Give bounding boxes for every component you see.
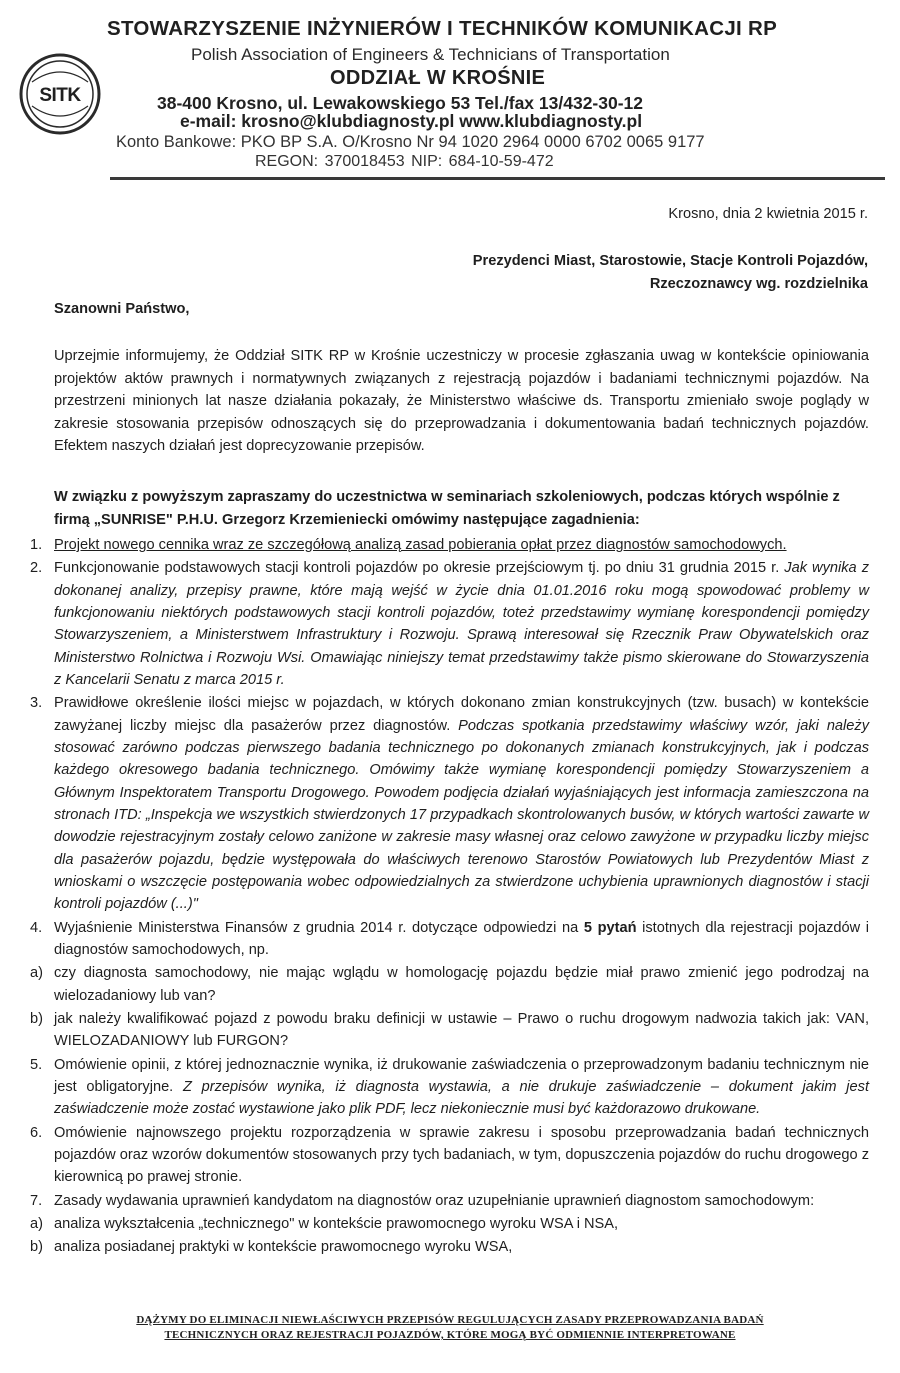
- item-text: czy diagnosta samochodowy, nie mając wglądu w homologację pojazdu będzie miał prawo zmienić jego podrodzaj na wielozadaniowy lub van?: [54, 965, 869, 1004]
- agenda-item-5: [24, 1054, 869, 1121]
- item-number: 3.: [30, 695, 43, 712]
- org-name-en: Polish Association of Engineers & Technicians of Transportation: [191, 45, 670, 64]
- invitation-paragraph: W związku z powyższym zapraszamy do uczestnictwa w seminariach szkoleniowych, podczas których wspólnie z firmą „SUNRISE" P.H.U. Grzegorz Krzemieniecki omówimy następujące zagadnienia:: [54, 489, 840, 528]
- agenda-item-2: [24, 557, 869, 691]
- agenda-item-6: [24, 1122, 869, 1189]
- bank-account: Konto Bankowe: PKO BP S.A. O/Krosno Nr 94 1020 2964 0000 6702 0065 9177: [116, 133, 705, 151]
- item-number: b): [30, 1239, 43, 1256]
- sitk-logo: [18, 52, 102, 136]
- addressee-block: [473, 250, 868, 296]
- item-number: 4.: [30, 919, 43, 936]
- agenda-item-4: [24, 917, 869, 962]
- agenda-item-3: [24, 692, 869, 915]
- branch-name: ODDZIAŁ W KROŚNIE: [330, 67, 546, 89]
- svg-text:SITK: SITK: [39, 85, 81, 106]
- item-lead: Wyjaśnienie Ministerstwa Finansów z grudnia 2014 r. dotyczące odpowiedzi na: [54, 919, 584, 936]
- item-number: 2.: [30, 560, 43, 577]
- item-italic: Z przepisów wynika, iż diagnosta wystawia, a nie drukuje zaświadczenie – dokument jakim jest zaświadczenie może zostać wystawione jako plik PDF, lecz niekoniecznie musi być każdorazowo drukowane.: [54, 1078, 870, 1118]
- agenda-subitem-7a: [24, 1213, 869, 1235]
- item-lead: Prawidłowe określenie ilości miejsc w pojazdach, w których dokonano zmian konstrukcyjnych (tzw. busach) w kontekście zawyżanej liczby miejsc dla pasażerów przez diagnostów.: [54, 695, 869, 734]
- footer-line-2: TECHNICZNYCH ORAZ REJESTRACJI POJAZDÓW, KTÓRE MOGĄ BYĆ ODMIENNIE INTERPRETOWANE: [164, 1328, 736, 1341]
- item-lead: Funkcjonowanie podstawowych stacji kontroli pojazdów po okresie przejściowym tj. po dniu 31 grudnia 2015 r.: [54, 560, 780, 577]
- intro-paragraph: Uprzejmie informujemy, że Oddział SITK RP w Krośnie uczestniczy w procesie zgłaszania uwag w kontekście opiniowania projektów aktów prawnych i normatywnych związanych z rejestracją pojazdów i badaniami technicznymi pojazdów. Na przestrzeni minionych lat nasze działania pokazały, że Ministerstwo właściwe ds. Transportu zmieniało swoje poglądy w zakresie stosowania przepisów odnoszących się do przeprowadzania i dokumentowania badań technicznych pojazdów. Efektem naszych działań jest doprecyzowanie przepisów.: [54, 348, 869, 455]
- letter-date: Krosno, dnia 2 kwietnia 2015 r.: [668, 206, 868, 222]
- org-name-pl: STOWARZYSZENIE INŻYNIERÓW I TECHNIKÓW KOMUNIKACJI RP: [107, 17, 778, 40]
- item-number: a): [30, 1215, 43, 1232]
- agenda-item-1: [24, 534, 869, 556]
- item-text: [54, 557, 869, 691]
- item-text: [54, 1054, 869, 1121]
- item-rest: istotnych dla rejestracji pojazdów i diagnostów samochodowych, np.: [54, 919, 870, 958]
- addressee-line-2: Rzeczoznawcy wg. rozdzielnika: [649, 276, 868, 293]
- item-number: 6.: [30, 1124, 43, 1141]
- item-text: Omówienie najnowszego projektu rozporządzenia w sprawie zakresu i sposobu przeprowadzania badań technicznych pojazdów oraz wzorów dokumentów stosowanych przy tych badaniach, w tym, dopuszczenia pojazdów do ruchu drogowego z kierownicą po prawej stronie.: [54, 1124, 869, 1186]
- salutation: Szanowni Państwo,: [54, 301, 190, 317]
- item-number: 7.: [30, 1192, 43, 1209]
- regon-nip: REGON: 370018453 NIP: 684-10-59-472: [255, 153, 554, 170]
- branch-address: 38-400 Krosno, ul. Lewakowskiego 53 Tel./fax 13/432-30-12: [157, 93, 644, 113]
- agenda-item-7: [24, 1190, 869, 1212]
- item-text: [54, 692, 869, 915]
- item-number: 1.: [30, 537, 43, 553]
- item-text: analiza wykształcenia „technicznego" w kontekście prawomocnego wyroku WSA i NSA,: [54, 1215, 619, 1232]
- item-text: [54, 917, 869, 962]
- footer-line-1: DĄŻYMY DO ELIMINACJI NIEWŁAŚCIWYCH PRZEPISÓW REGULUJĄCYCH ZASADY PRZEPROWADZANIA BADAŃ: [136, 1314, 764, 1326]
- item-italic: Jak wynika z dokonanej analizy, przepisy prawne, które mają wejść w życie dnia 01.01.2016 roku mogą spowodować problemy w funkcjonowaniu niektórych podstawowych stacji kontroli pojazdów, toteż przedstawimy wymianę korespondencji pomiędzy Stowarzyszeniem, a Ministerstwem Infrastruktury i Rozwoju. Sprawą interesował się Rzecznik Praw Obywatelskich oraz Ministerstwo Rolnictwa i Rozwoju Wsi. Omawiając niniejszy temat przedstawimy także pismo skierowane do Stowarzyszenia z Kancelarii Senatu z marca 2015 r.: [54, 560, 869, 688]
- contact-email-web: e-mail: krosno@klubdiagnosty.pl www.klubdiagnosty.pl: [180, 111, 643, 131]
- item-text: analiza posiadanej praktyki w kontekście prawomocnego wyroku WSA,: [54, 1239, 513, 1256]
- agenda-subitem-7b: [24, 1236, 869, 1258]
- item-text: Zasady wydawania uprawnień kandydatom na diagnostów oraz uzupełnianie uprawnień diagnostom samochodowym:: [54, 1192, 815, 1209]
- item-lead: Omówienie opinii, z której jednoznacznie wynika, iż drukowanie zaświadczenia o przeprowadzonym badaniu technicznym nie jest obligatoryjne.: [54, 1056, 869, 1095]
- item-number: a): [30, 965, 43, 982]
- agenda-subitem-4a: [24, 962, 869, 1007]
- item-bold: 5 pytań: [583, 919, 637, 936]
- agenda-subitem-4b: [24, 1008, 869, 1053]
- item-italic: Podczas spotkania przedstawimy właściwy wzór, jaki należy stosować zarówno podczas pierwszego badania technicznego po dokonanych zmianach konstrukcyjnych, jak i podczas każdego okresowego badania technicznego. Omówimy także wymianę korespondencji pomiędzy Stowarzyszeniem a Głównym Inspektoratem Transportu Drogowego. Powodem podjęcia działań wyjaśniających jest informacja zamieszczona na stronach ITD: „Inspekcja we wszystkich stwierdzonych 17 przypadkach skontrolowanych busów, w których wartości zawarte w dowodzie rejestracyjnym zostały celowo zaniżone w zakresie masy własnej oraz celowo zawyżone w przypadku liczby miejsc dla pasażerów pojazdu, będzie występowała do właściwych terenowo Starostów Powiatowych lub Prezydentów Miast z wnioskami o wszczęcie postępowania wobec odpowiedzialnych za stwierdzone uchybienia uprawnionych diagnostów i stacji kontroli pojazdów (...)": [54, 717, 869, 913]
- footer-slogan: [60, 1313, 840, 1343]
- item-number: b): [30, 1010, 43, 1027]
- item-text: Projekt nowego cennika wraz ze szczegółową analizą zasad pobierania opłat przez diagnostów samochodowych.: [54, 537, 787, 553]
- item-text: jak należy kwalifikować pojazd z powodu braku definicji w ustawie – Prawo o ruchu drogowym nadwozia takich jak: VAN, WIELOZADANIOWY lub FURGON?: [54, 1010, 869, 1050]
- item-number: 5.: [30, 1056, 43, 1073]
- agenda-list: [24, 534, 869, 1260]
- addressee-line-1: Prezydenci Miast, Starostowie, Stacje Kontroli Pojazdów,: [472, 253, 868, 269]
- letterhead-divider: [110, 177, 885, 180]
